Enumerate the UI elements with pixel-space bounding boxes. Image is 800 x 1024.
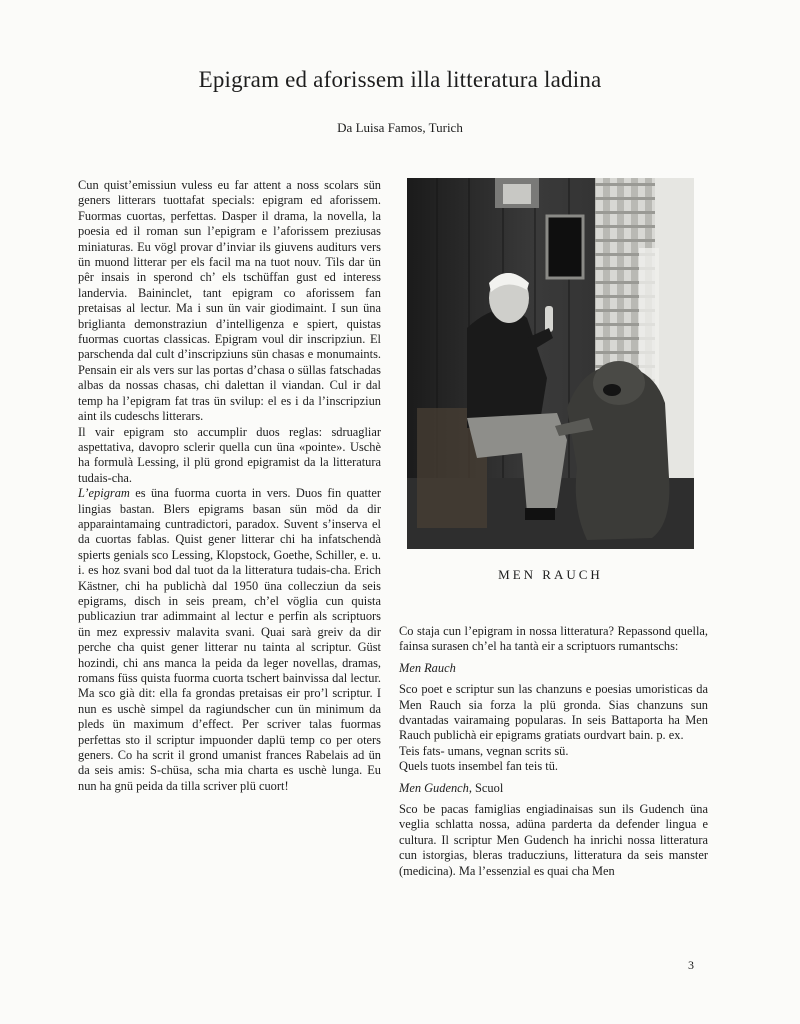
italic-term: L’epigram — [78, 486, 130, 501]
paragraph-text: es üna fuorma cuorta in vers. Duos fin quatter lingias bastan. Blers epigrams basan sün möd da dir apparaintamaing cuntradictori, paradox. Suvent s’inserva el da cuortas fablas. Quist gener litterar chi ha infatschendà spierts genials sco Lessing, Klopstock, Goethe, Schiller, e. u. i. es hoz svani bod dal tuot da la litteratura tudais-cha. Erich Kästner, chi ha publichà dal 1950 üna collecziun da seis epigrams, disch in seis pream, ch’el vöglia cun quista publicaziun trar adimmaint al lectur e perfin als scriptuors ün mez expressiv malavita svani. Quai sarà greiv da dir perche cha quist gener litterar nu tainta al scriptur. Güst hozindi, chi ans manca la peida da leger novellas, dramas, romans füss quista fuorma cuorta tschert bainvissa dal lectur. Ma sco già dit: ella fa grondas pretaisas eir pro’l scriptur. I nun es uschè simpel da ragiundscher cun ün minimum da pleds ün maximum d’effect. Per scriver talas fuormas perfettas sto il scriptur impuonder daplü temp co per oters geners. Co ha scrit il grond umanist frances Rabelais ad ün da seis amis: S-chüsa, scha mia charta es uschè lunga. Eu nun ha gnü peida da tilla scriver plü cuort! — [78, 486, 381, 793]
paragraph: Co staja cun l’epigram in nossa litteratura? Repassond quella, fainsa surasen ch’el ha tantà eir a scriptuors rumantschs: — [399, 624, 708, 654]
section-heading — [399, 781, 708, 796]
paragraph: Cun quist’emissiun vuless eu far attent a noss scolars sün geners litterars tuottafat specials: epigram ed aforissem. Fuormas cuortas, perfettas. Dasper il drama, la novella, la poesia ed il roman sun l’epigram e l’aforissem preziusas miniaturas. Eu vögl provar d’inviar ils giuvens auditurs vers ün muond litterar per els facil ma na tuot nouv. Tils dar ün pêr insais in sperond ch’ els tschüffan gust ed interess landervia. Baininclet, tant epigram co aforissem fan pretaisas al lectur. Ma i sun ün vair giodimaint. I sun üna briglianta demonstraziun d’intelligenza e spiert, quistas fuormas cuortas classicas. Epigram voul dir inscripziun. El parschenda dal cult d’inscripziuns sün chasas e monumaints. Pensain eir als vers sur las portas d’chasa o süllas fatschadas albas da nossas chasas, chi dalettan il viandan. Cul ir dal temp ha l’epigram fat tras ün svilup: el es i da l’inscripziun aint ils cudeschs litterars. — [78, 178, 381, 424]
page-number: 3 — [688, 958, 694, 972]
paragraph — [78, 486, 381, 794]
left-column — [78, 178, 381, 794]
paragraph: Sco be pacas famiglias engiadinaisas sun ils Gudench üna veglia schlatta nossa, adüna parderta da defender lingua e cultura. Il scriptur Men Gudench ha inrichi nossa litteratura cun istorgias, bleras traducziuns, litteratura da seis manster (medicina). Ma l’essenzial es quai cha Men — [399, 802, 708, 878]
paragraph: Il vair epigram sto accumplir duos reglas: sdruagliar aspettativa, davopro sclerir quella cun üna «pointe». Uschè ha formulà Lessing, il plü grond epigramist da la litteratura tudais-cha. — [78, 424, 381, 485]
heading-place: , Scuol — [468, 780, 504, 795]
section-heading: Men Rauch — [399, 660, 456, 675]
author-line: Da Luisa Famos, Turich — [337, 120, 463, 135]
verse-line: Quels tuots insembel fan teis tü. — [399, 759, 558, 774]
right-column — [399, 624, 708, 885]
photo-caption: MEN RAUCH — [498, 567, 603, 582]
article-title: Epigram ed aforissem illa litteratura ladina — [198, 67, 602, 92]
portrait-photo — [407, 178, 694, 549]
heading-name: Men Gudench — [399, 780, 469, 795]
verse-line: Teis fats- umans, vegnan scrits sü. — [399, 743, 569, 758]
paragraph: Sco poet e scriptur sun las chanzuns e poesias umoristicas da Men Rauch sia forza la plü gronda. Sias chanzuns sun dvantadas vairamaing popularas. In seis Battaporta ha Men Rauch publichà eir epigrams gratiats ourdvart bain. p. ex. — [399, 682, 708, 743]
